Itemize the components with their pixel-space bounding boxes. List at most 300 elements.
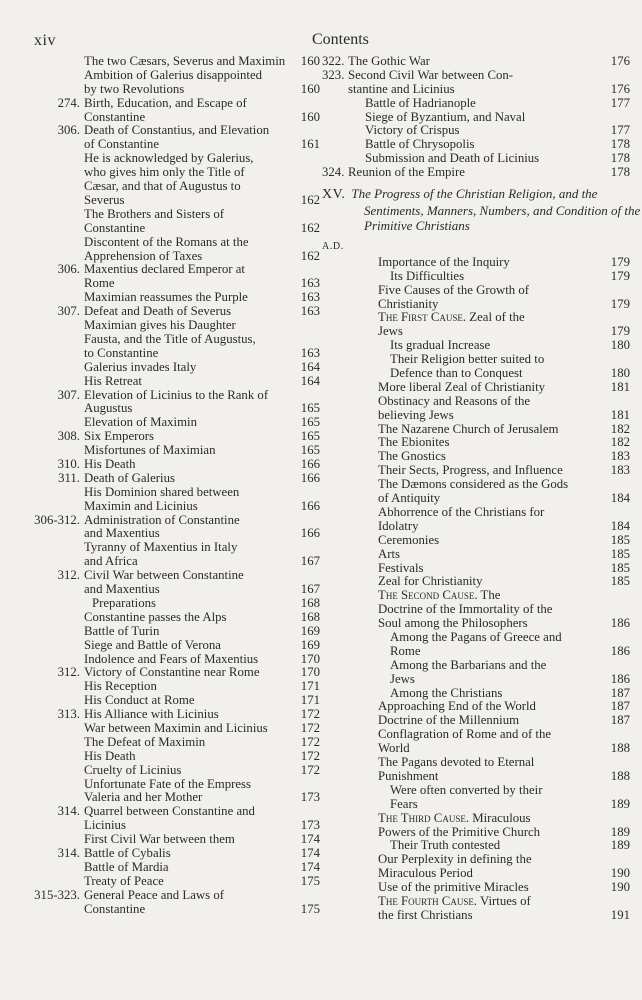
entry-line: Second Civil War between Con- xyxy=(348,67,514,82)
toc-entry xyxy=(14,847,320,861)
entry-text xyxy=(84,694,195,708)
toc-entry xyxy=(14,625,320,639)
entry-line: Christianity xyxy=(378,296,439,311)
entry-line: Approaching End of the World xyxy=(378,699,536,714)
entry-page: 179 xyxy=(610,296,630,311)
toc-entry xyxy=(322,138,636,152)
entry-text xyxy=(378,381,545,395)
entry-line: Obstinacy and Reasons of the xyxy=(378,393,531,408)
entry-year: 306. xyxy=(57,123,80,138)
entry-line: Rome xyxy=(84,276,115,291)
entry-text xyxy=(378,589,500,603)
entry-line: Apprehension of Taxes xyxy=(84,248,203,263)
entry-page: 182 xyxy=(610,421,630,436)
entry-text xyxy=(84,152,254,166)
entry-text xyxy=(378,534,439,548)
toc-entry xyxy=(322,548,636,562)
entry-line: Galerius invades Italy xyxy=(84,359,197,374)
toc-entry xyxy=(322,464,636,478)
entry-line: The Defeat of Maximin xyxy=(84,734,206,749)
entry-text xyxy=(390,367,523,381)
entry-page: 184 xyxy=(610,518,630,533)
toc-entry xyxy=(14,541,320,569)
entry-line: Death of Galerius xyxy=(84,470,175,485)
entry-page: 187 xyxy=(610,685,630,700)
entry-text xyxy=(378,423,559,437)
toc-entry xyxy=(14,263,320,291)
entry-text xyxy=(84,861,169,875)
toc-entry xyxy=(14,389,320,417)
entry-line: Punishment xyxy=(378,768,439,783)
entry-page: 179 xyxy=(610,324,630,339)
entry-line: His Death xyxy=(84,748,136,763)
entry-line: The Ebionites xyxy=(378,435,450,450)
toc-entry xyxy=(322,784,636,812)
entry-cause-label: The Fourth Cause xyxy=(378,894,474,909)
entry-text xyxy=(378,256,510,270)
entry-line: to Constantine xyxy=(84,345,159,360)
entry-line: The Nazarene Church of Jerusalem xyxy=(378,421,559,436)
entry-page: 167 xyxy=(300,554,320,569)
entry-line: Powers of the Primitive Church xyxy=(378,824,541,839)
entry-line: Indolence and Fears of Maxentius xyxy=(84,651,259,666)
entry-text xyxy=(84,375,142,389)
entry-line: Battle of Turin xyxy=(84,623,160,638)
entry-text xyxy=(378,464,563,478)
entry-page: 166 xyxy=(300,526,320,541)
entry-text xyxy=(378,742,410,756)
entry-line: and Africa xyxy=(84,554,138,569)
toc-entry xyxy=(14,861,320,875)
entry-page: 177 xyxy=(610,123,630,138)
entry-line: The two Cæsars, Severus and Maximin xyxy=(84,54,286,68)
entry-line: Civil War between Constantine xyxy=(84,568,244,583)
entry-line: Use of the primitive Miracles xyxy=(378,880,529,895)
entry-page: 183 xyxy=(610,463,630,478)
chapter-number: XV. xyxy=(322,187,346,203)
entry-text xyxy=(84,639,221,653)
toc-entry xyxy=(14,764,320,778)
toc-entry xyxy=(14,236,320,264)
entry-text xyxy=(378,853,532,867)
entry-page: 183 xyxy=(610,449,630,464)
entry-line: Arts xyxy=(378,546,401,561)
entry-page: 173 xyxy=(300,818,320,833)
entry-line: His Alliance with Licinius xyxy=(84,707,219,722)
entry-page: 169 xyxy=(300,637,320,652)
entry-page: 160 xyxy=(300,109,320,124)
entry-text xyxy=(84,55,285,69)
toc-entry xyxy=(14,361,320,375)
entry-page: 190 xyxy=(610,880,630,895)
toc-entry xyxy=(14,805,320,833)
entry-text xyxy=(378,548,400,562)
entry-cause-label: The First Cause xyxy=(378,310,463,325)
entry-page: 178 xyxy=(610,165,630,180)
entry-page: 185 xyxy=(610,560,630,575)
toc-entry xyxy=(322,97,636,111)
entry-text xyxy=(84,222,145,236)
entry-text xyxy=(390,673,415,687)
entry-year: 310. xyxy=(57,456,80,471)
entry-text xyxy=(84,333,256,347)
entry-year: 314. xyxy=(57,846,80,861)
entry-year: 312. xyxy=(57,665,80,680)
entry-page: 174 xyxy=(300,832,320,847)
entry-text xyxy=(84,347,158,361)
entry-text xyxy=(84,138,159,152)
entry-line: Defeat and Death of Severus xyxy=(84,304,232,319)
entry-line: His Death xyxy=(84,456,136,471)
toc-entry xyxy=(14,778,320,806)
entry-text xyxy=(84,514,240,528)
entry-page: 186 xyxy=(610,671,630,686)
toc-entry xyxy=(14,750,320,764)
entry-line: War between Maximin and Licinius xyxy=(84,720,268,735)
entry-page: 179 xyxy=(610,268,630,283)
entry-line: and Maxentius xyxy=(84,526,160,541)
entry-line: His Retreat xyxy=(84,373,142,388)
entry-line: . The xyxy=(474,588,501,603)
toc-entry: 323. Second Civil War between Con- stantine and Licinius 176 xyxy=(322,67,630,96)
entry-page: 187 xyxy=(610,713,630,728)
entry-page: 166 xyxy=(300,456,320,471)
toc-entry xyxy=(14,319,320,361)
entry-text xyxy=(84,666,260,680)
entry-line: believing Jews xyxy=(378,407,454,422)
entry-line: The Brothers and Sisters of xyxy=(84,206,225,221)
toc-entry xyxy=(322,812,636,840)
entry-text xyxy=(84,472,175,486)
entry-text xyxy=(84,124,269,138)
toc-entry xyxy=(322,700,636,714)
entry-text xyxy=(365,124,460,138)
entry-text xyxy=(390,784,542,798)
entry-page: 182 xyxy=(610,435,630,450)
entry-text xyxy=(84,708,219,722)
entry-text xyxy=(84,778,251,792)
entry-text xyxy=(84,791,202,805)
chapter-heading xyxy=(322,186,641,234)
toc-entry xyxy=(14,416,320,430)
entry-text xyxy=(348,69,513,83)
entry-text xyxy=(348,166,465,180)
entry-line: Cæsar, and that of Augustus to xyxy=(84,179,241,194)
toc-entry xyxy=(14,889,320,917)
entry-line: and Maxentius xyxy=(84,582,160,597)
chapter-title-text: The Progress of the Christian Religion, and the xyxy=(351,186,598,202)
entry-text xyxy=(84,416,197,430)
entry-line: Misfortunes of Maximian xyxy=(84,443,216,458)
entry-year: 274. xyxy=(57,95,80,110)
toc-entry xyxy=(14,375,320,389)
toc-entry xyxy=(14,430,320,444)
entry-line: Rome xyxy=(390,643,421,658)
entry-line: Five Causes of the Growth of xyxy=(378,282,530,297)
entry-page: 160 xyxy=(300,81,320,96)
entry-line: Among the Barbarians and the xyxy=(390,657,547,672)
toc-entry xyxy=(14,833,320,847)
entry-page: 188 xyxy=(610,741,630,756)
entry-text xyxy=(84,750,136,764)
toc-entry xyxy=(14,694,320,708)
entry-line: Jews xyxy=(378,324,403,339)
entry-line: Quarrel between Constantine and xyxy=(84,804,255,819)
toc-entry xyxy=(14,124,320,152)
left-column xyxy=(14,55,320,916)
entry-text xyxy=(84,527,160,541)
entry-text xyxy=(84,569,244,583)
entry-text xyxy=(84,305,231,319)
entry-page: 189 xyxy=(610,838,630,853)
entry-line: Importance of the Inquiry xyxy=(378,254,510,269)
entry-text xyxy=(84,389,268,403)
entry-page: 160 xyxy=(300,54,320,68)
entry-line: Victory of Crispus xyxy=(365,123,460,138)
entry-page: 163 xyxy=(300,304,320,319)
entry-page: 166 xyxy=(300,498,320,513)
entry-page: 172 xyxy=(300,707,320,722)
entry-page: 164 xyxy=(300,359,320,374)
entry-page: 162 xyxy=(300,220,320,235)
entry-year: 307. xyxy=(57,304,80,319)
entry-page: 185 xyxy=(610,532,630,547)
entry-line: Licinius xyxy=(84,818,126,833)
entry-line: Battle of Cybalis xyxy=(84,846,171,861)
entry-page: 164 xyxy=(300,373,320,388)
entry-page: 169 xyxy=(300,623,320,638)
entry-text xyxy=(378,603,552,617)
entry-line: World xyxy=(378,741,410,756)
entry-line: stantine and Licinius xyxy=(348,81,455,96)
entry-text xyxy=(390,645,421,659)
entry-line: Soul among the Philosophers xyxy=(378,616,528,631)
entry-text xyxy=(390,839,500,853)
entry-line: Augustus xyxy=(84,401,133,416)
entry-page: 174 xyxy=(300,859,320,874)
entry-line: Jews xyxy=(390,671,415,686)
entry-page: 175 xyxy=(300,873,320,888)
entry-line: who gives him only the Title of xyxy=(84,165,245,180)
toc-entry xyxy=(14,291,320,305)
toc-entry xyxy=(14,569,320,597)
toc-entry xyxy=(14,666,320,680)
entry-page: 161 xyxy=(300,137,320,152)
entry-line: Among the Pagans of Greece and xyxy=(390,629,562,644)
entry-line: Victory of Constantine near Rome xyxy=(84,665,260,680)
right-column-bottom-entries xyxy=(322,256,636,923)
entry-text xyxy=(378,770,438,784)
entry-line: Ceremonies xyxy=(378,532,440,547)
entry-text xyxy=(84,889,224,903)
toc-entry xyxy=(322,714,636,728)
entry-page: 165 xyxy=(300,443,320,458)
entry-text xyxy=(378,895,531,909)
entry-page: 165 xyxy=(300,401,320,416)
chapter-heading-line xyxy=(322,186,636,203)
entry-text xyxy=(84,277,115,291)
entry-page: 170 xyxy=(300,665,320,680)
entry-page: 167 xyxy=(300,582,320,597)
toc-entry xyxy=(14,611,320,625)
entry-line: Treaty of Peace xyxy=(84,873,164,888)
entry-line: Defence than to Conquest xyxy=(390,365,523,380)
toc-entry xyxy=(322,881,636,895)
entry-line: Doctrine of the Immortality of the xyxy=(378,602,553,617)
entry-text xyxy=(365,138,474,152)
toc-entry xyxy=(14,458,320,472)
entry-page: 187 xyxy=(610,699,630,714)
entry-text xyxy=(84,291,248,305)
entry-line: He is acknowledged by Galerius, xyxy=(84,151,254,166)
entry-page: 186 xyxy=(610,643,630,658)
toc-entry xyxy=(14,597,320,611)
entry-line: Their Sects, Progress, and Influence xyxy=(378,463,563,478)
entry-text xyxy=(84,430,154,444)
entry-page: 172 xyxy=(300,762,320,777)
entry-page: 190 xyxy=(610,866,630,881)
entry-line: The Gnostics xyxy=(378,449,446,464)
entry-text xyxy=(390,270,464,284)
toc-entry xyxy=(14,486,320,514)
entry-text xyxy=(378,284,529,298)
entry-text xyxy=(84,263,245,277)
entry-text xyxy=(378,867,473,881)
entry-text xyxy=(378,562,424,576)
entry-line: Tyranny of Maxentius in Italy xyxy=(84,540,238,555)
entry-line: Death of Constantius, and Elevation xyxy=(84,123,270,138)
entry-text xyxy=(390,659,546,673)
entry-line: of Constantine xyxy=(84,137,159,152)
entry-text xyxy=(378,700,536,714)
entry-line: Their Religion better suited to xyxy=(390,352,545,367)
entry-page: 179 xyxy=(610,254,630,269)
entry-line: Submission and Death of Licinius xyxy=(365,151,540,166)
entry-line: More liberal Zeal of Christianity xyxy=(378,379,546,394)
entry-page: 171 xyxy=(300,679,320,694)
toc-entry xyxy=(14,639,320,653)
toc-entry xyxy=(14,875,320,889)
entry-line: Administration of Constantine xyxy=(84,512,240,527)
entry-text xyxy=(348,55,430,69)
entry-text xyxy=(390,687,502,701)
entry-page: 171 xyxy=(300,693,320,708)
entry-text xyxy=(84,653,258,667)
page-title: Contents xyxy=(312,31,369,48)
toc-entry xyxy=(14,69,320,97)
entry-line: Maximian gives his Daughter xyxy=(84,318,236,333)
entry-page: 172 xyxy=(300,748,320,763)
entry-page: 174 xyxy=(300,846,320,861)
toc-entry xyxy=(322,728,636,756)
toc-entry xyxy=(322,284,636,312)
entry-text xyxy=(84,458,136,472)
entry-page: 165 xyxy=(300,415,320,430)
toc-entry xyxy=(14,444,320,458)
entry-page: 172 xyxy=(300,720,320,735)
toc-entry xyxy=(14,722,320,736)
entry-line: Zeal for Christianity xyxy=(378,574,483,589)
chapter-heading-line: Primitive Christians xyxy=(364,218,470,234)
entry-page: 166 xyxy=(300,470,320,485)
entry-text xyxy=(378,450,446,464)
entry-page: 176 xyxy=(610,54,630,68)
entry-line: First Civil War between them xyxy=(84,832,235,847)
entry-text xyxy=(92,597,156,611)
entry-text xyxy=(84,555,138,569)
entry-line: Unfortunate Fate of the Empress xyxy=(84,776,252,791)
entry-text xyxy=(84,208,224,222)
entry-line: Six Emperors xyxy=(84,429,155,444)
entry-line: Elevation of Licinius to the Rank of xyxy=(84,387,269,402)
entry-text xyxy=(378,311,525,325)
entry-line: The Gothic War xyxy=(348,54,430,68)
entry-text xyxy=(84,847,171,861)
entry-text xyxy=(84,903,145,917)
entry-cause-label: The Third Cause xyxy=(378,810,466,825)
entry-line: Reunion of the Empire xyxy=(348,165,465,180)
entry-line: Miraculous Period xyxy=(378,866,473,881)
toc-entry xyxy=(14,653,320,667)
toc-entry xyxy=(14,680,320,694)
entry-line: Constantine xyxy=(84,901,146,916)
toc-entry xyxy=(322,534,636,548)
entry-text xyxy=(84,444,216,458)
entry-line: Abhorrence of the Christians for xyxy=(378,504,545,519)
entry-text xyxy=(378,520,419,534)
entry-text xyxy=(378,298,438,312)
entry-page: 178 xyxy=(610,151,630,166)
entry-text xyxy=(378,812,531,826)
entry-line: Maximian reassumes the Purple xyxy=(84,290,248,305)
entry-page: 181 xyxy=(610,379,630,394)
toc-entry xyxy=(322,311,636,339)
entry-line: Valeria and her Mother xyxy=(84,790,203,805)
toc-entry xyxy=(322,395,636,423)
entry-page: 173 xyxy=(300,790,320,805)
entry-text xyxy=(84,500,198,514)
toc-entry xyxy=(322,589,636,631)
entry-text xyxy=(84,680,157,694)
toc-entry xyxy=(14,152,320,208)
toc-entry: 322. The Gothic War 176 xyxy=(322,54,630,68)
entry-text xyxy=(84,722,268,736)
entry-line: Constantine xyxy=(84,109,146,124)
entry-page: 175 xyxy=(300,901,320,916)
entry-line: Siege of Byzantium, and Naval xyxy=(365,109,526,124)
entry-text xyxy=(378,506,544,520)
entry-text xyxy=(378,395,530,409)
toc-entry: 324. Reunion of the Empire 178 xyxy=(322,165,630,180)
entry-year: 306. xyxy=(57,262,80,277)
toc-entry xyxy=(322,839,636,853)
entry-page: 176 xyxy=(610,81,630,96)
right-column-top-entries xyxy=(322,55,636,180)
entry-line: Among the Christians xyxy=(390,685,503,700)
entry-line: Ambition of Galerius disappointed xyxy=(84,67,263,82)
entry-page: 170 xyxy=(300,651,320,666)
toc-entry xyxy=(322,478,636,506)
entry-year: 307. xyxy=(57,387,80,402)
entry-text xyxy=(365,152,539,166)
entry-line: Its Difficulties xyxy=(390,268,465,283)
entry-text xyxy=(84,111,145,125)
entry-page: 191 xyxy=(610,907,630,922)
entry-text xyxy=(84,541,237,555)
entry-year: 312. xyxy=(57,568,80,583)
entry-page: 180 xyxy=(610,338,630,353)
page-number: xiv xyxy=(34,32,56,49)
